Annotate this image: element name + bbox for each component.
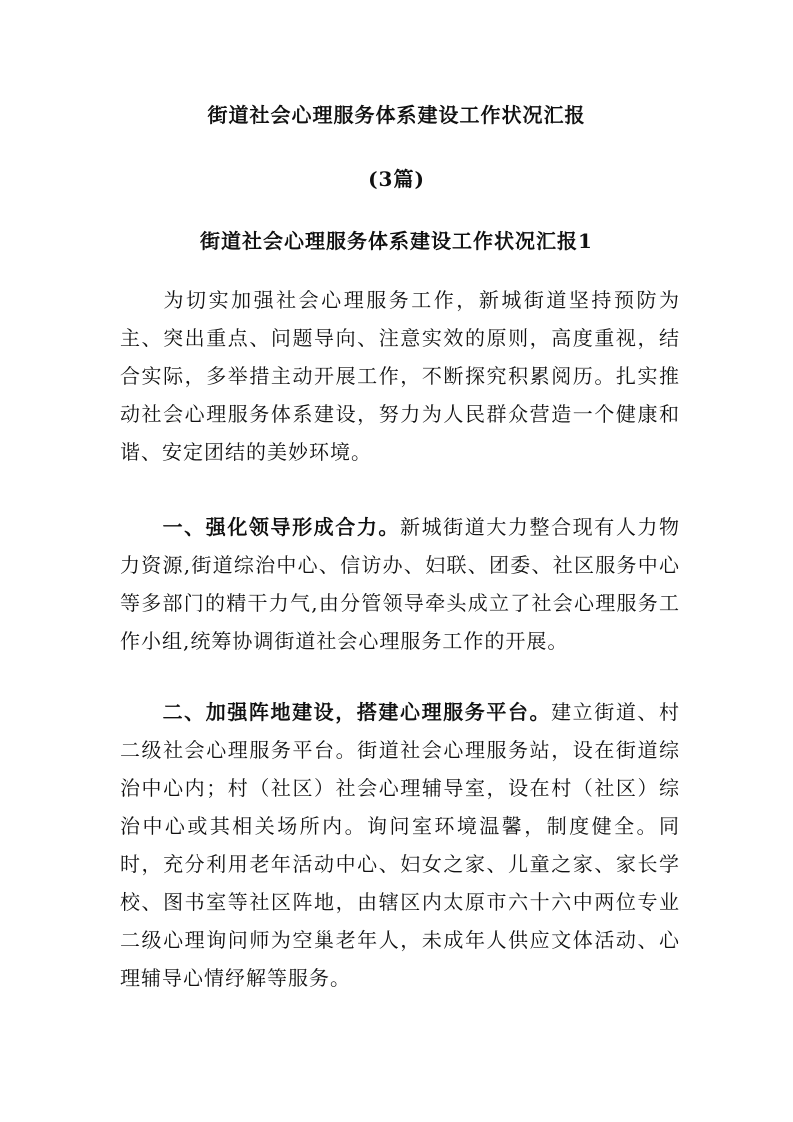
document-title: 街道社会心理服务体系建设工作状况汇报 (207, 103, 586, 127)
paragraph-intro (120, 281, 680, 471)
section-title: 街道社会心理服务体系建设工作状况汇报1 (200, 229, 593, 253)
paragraph-heading: 一、强化领导形成合力。 (162, 515, 400, 539)
paragraph-text: 新城街道大力整合现有人力物力资源,街道综治中心、信访办、妇联、团委、社区服务中心等多部门的精干力气,由分管领导牵头成立了社会心理服务工作小组,统筹协调街道社会心理服务工作的开展。 (120, 515, 680, 653)
paragraph-text: 为切实加强社会心理服务工作，新城街道坚持预防为主、突出重点、问题导向、注意实效的原则，高度重视，结合实际，多举措主动开展工作，不断探究积累阅历。扎实推动社会心理服务体系建设，努力为人民群众营造一个健康和谐、安定团结的美妙环境。 (120, 288, 680, 464)
document-subtitle: (3篇) (368, 167, 425, 191)
paragraph-text: 建立街道、村二级社会心理服务平台。街道社会心理服务站，设在街道综治中心内；村（社区）社会心理辅导室，设在村（社区）综治中心或其相关场所内。询问室环境温馨，制度健全。同时，充分利用老年活动中心、妇女之家、儿童之家、家长学校、图书室等社区阵地，由辖区内太原市六十六中两位专业二级心理询问师为空巢老年人，未成年人供应文体活动、心理辅导心情纾解等服务。 (120, 700, 681, 990)
paragraph-platform (120, 693, 680, 997)
paragraph-heading: 二、加强阵地建设，搭建心理服务平台。 (162, 700, 552, 724)
paragraph-leadership (120, 508, 680, 660)
